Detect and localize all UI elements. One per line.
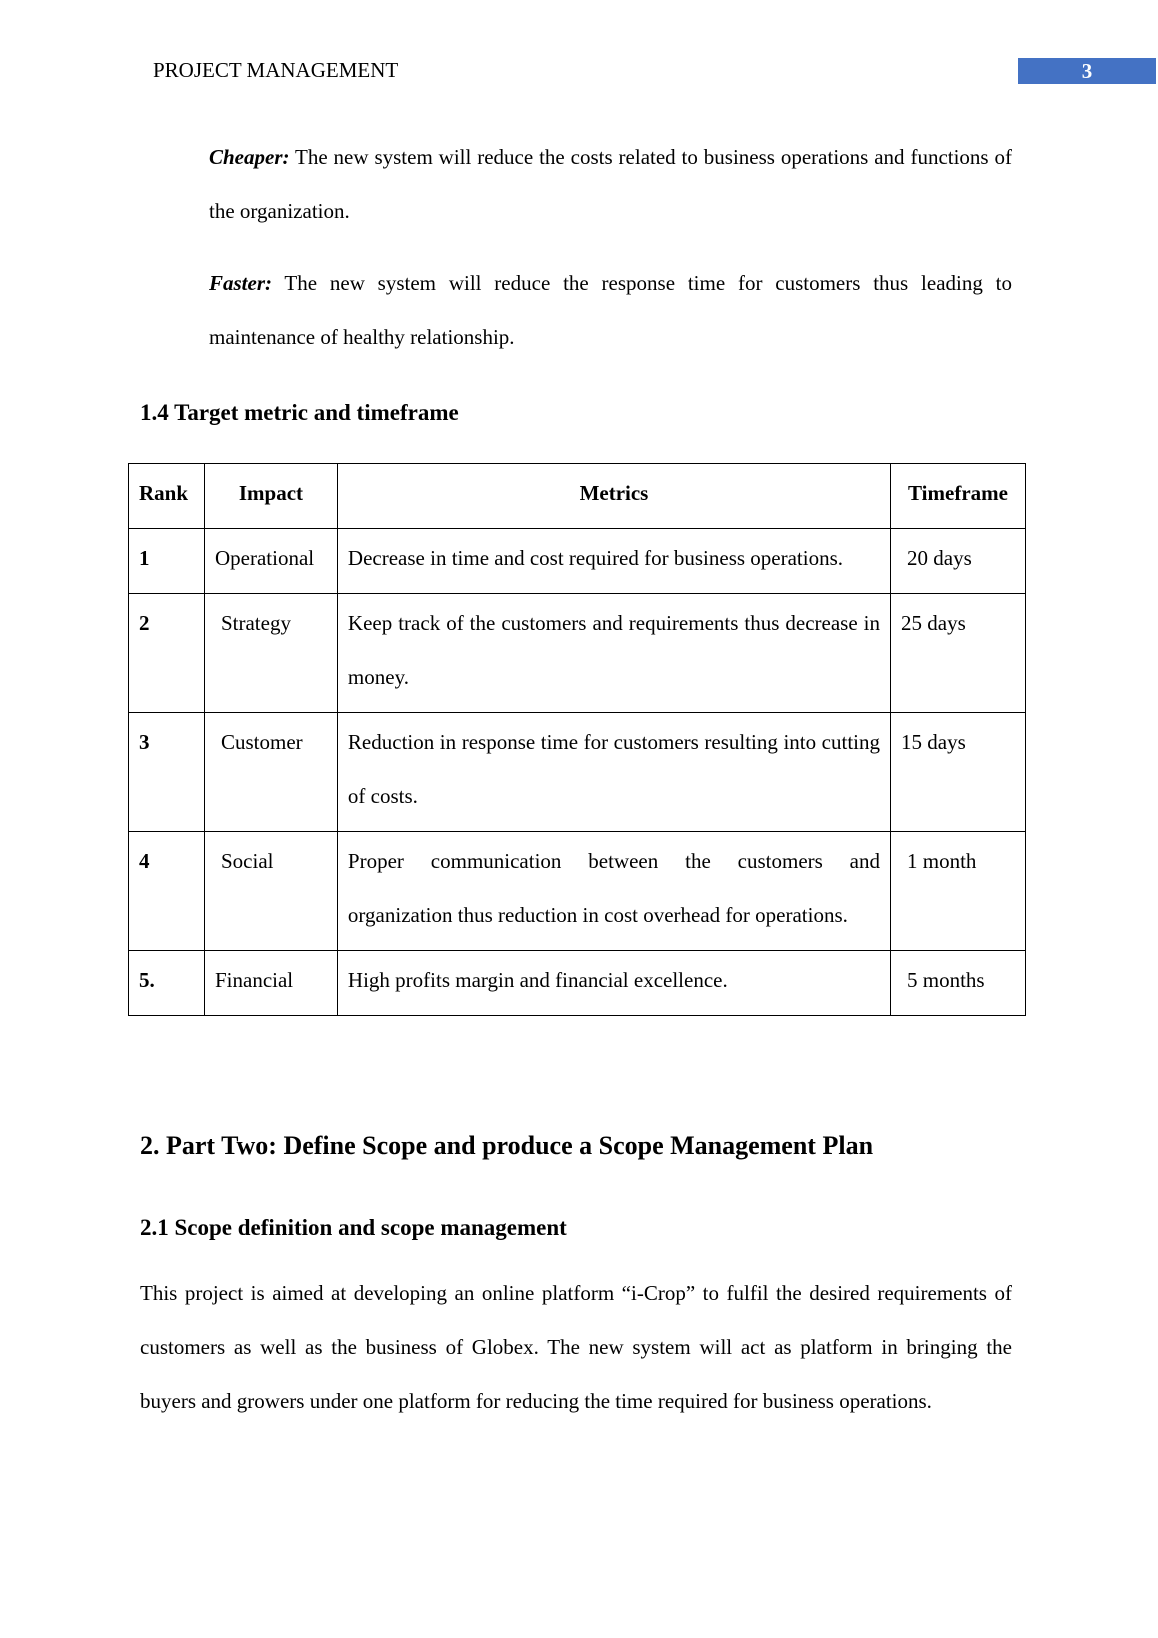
impact-cell: Operational	[204, 529, 337, 594]
table-row	[129, 951, 1026, 1016]
table-header-row	[129, 464, 1026, 529]
metric-cell: Decrease in time and cost required for business operations.	[337, 529, 890, 594]
table-row	[129, 594, 1026, 713]
timeframe-cell: 1 month	[891, 832, 1026, 951]
scope-paragraph: This project is aimed at developing an online platform “i-Crop” to fulfil the desired requirements of customers as well as the business of Globex. The new system will act as platform in bringing the buyers and growers under one platform for reducing the time required for business operations.	[140, 1281, 1012, 1413]
metric-cell: High profits margin and financial excellence.	[337, 951, 890, 1016]
impact-cell: Financial	[204, 951, 337, 1016]
cheaper-label: Cheaper:	[209, 145, 290, 169]
rank-cell: 3	[129, 713, 205, 832]
header-timeframe: Timeframe	[891, 464, 1026, 529]
impact-cell: Social	[204, 832, 337, 951]
metric-cell: Reduction in response time for customers resulting into cutting of costs.	[337, 713, 890, 832]
faster-paragraph	[209, 256, 1012, 364]
faster-text: The new system will reduce the response time for customers thus leading to maintenance of healthy relationship.	[209, 271, 1012, 349]
cheaper-paragraph	[209, 130, 1012, 238]
section-heading-2-1: 2.1 Scope definition and scope management	[140, 1215, 567, 1240]
rank-cell: 2	[129, 594, 205, 713]
impact-cell: Strategy	[204, 594, 337, 713]
table-row	[129, 713, 1026, 832]
section-heading-2: 2. Part Two: Define Scope and produce a Scope Management Plan	[140, 1131, 874, 1160]
page-number: 3	[1018, 58, 1156, 84]
faster-label: Faster:	[209, 271, 272, 295]
impact-cell: Customer	[204, 713, 337, 832]
timeframe-cell: 5 months	[891, 951, 1026, 1016]
rank-cell: 4	[129, 832, 205, 951]
table-row	[129, 529, 1026, 594]
header-impact: Impact	[204, 464, 337, 529]
timeframe-cell: 20 days	[891, 529, 1026, 594]
metric-cell: Proper communication between the customers and organization thus reduction in cost overhead for operations.	[337, 832, 890, 951]
target-metric-table	[128, 463, 1026, 1016]
rank-cell: 5.	[129, 951, 205, 1016]
rank-cell: 1	[129, 529, 205, 594]
section-heading-1-4: 1.4 Target metric and timeframe	[140, 400, 459, 425]
header-rank: Rank	[129, 464, 205, 529]
cheaper-text: The new system will reduce the costs related to business operations and functions of the organization.	[209, 145, 1012, 223]
running-header: PROJECT MANAGEMENT	[153, 58, 399, 82]
timeframe-cell: 25 days	[891, 594, 1026, 713]
header-metrics: Metrics	[337, 464, 890, 529]
table-row	[129, 832, 1026, 951]
metric-cell: Keep track of the customers and requirements thus decrease in money.	[337, 594, 890, 713]
timeframe-cell: 15 days	[891, 713, 1026, 832]
